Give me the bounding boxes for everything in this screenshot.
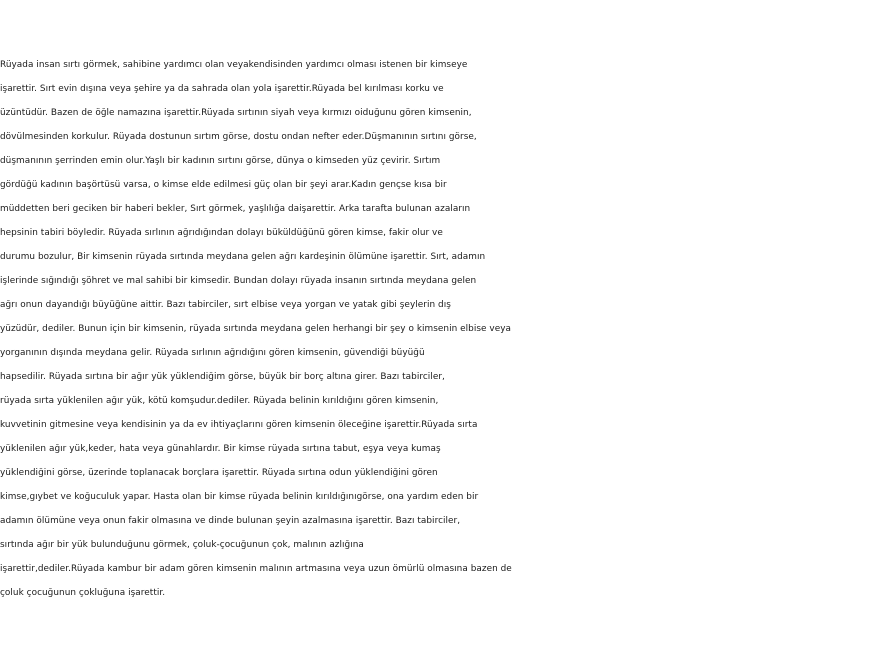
paragraph-line: yorganının dışında meydana gelir. Rüyada sırlının ağrıdığını gören kimsenin, güvendiği büyüğü bbox=[0, 348, 425, 358]
paragraph-line: gördüğü kadının başörtüsü varsa, o kimse elde edilmesi güç olan bir şeyi arar.Kadın gençse kısa bir bbox=[0, 180, 447, 190]
paragraph-line: durumu bozulur, Bir kimsenin rüyada sırtında meydana gelen ağrı kardeşinin ölümüne işarettir. Sırt, adamın bbox=[0, 252, 486, 262]
paragraph-line: hepsinin tabiri böyledir. Rüyada sırlının ağrıdığından dolayı büküldüğünü gören kimse, fakir olur ve bbox=[0, 228, 443, 238]
paragraph-line: yüzüdür, dediler. Bunun için bir kimsenin, rüyada sırtında meydana gelen herhangi bir şey o kimsenin elbise veya bbox=[0, 324, 512, 334]
paragraph-line: işlerinde sığındığı şöhret ve mal sahibi bir kimsedir. Bundan dolayı rüyada insanın sırtında meydana gelen bbox=[0, 276, 477, 286]
paragraph-line: işarettir. Sırt evin dışına veya şehire ya da sahrada olan yola işarettir.Rüyada bel kırılması korku ve bbox=[0, 84, 444, 94]
paragraph-line: rüyada sırta yüklenilen ağır yük, kötü komşudur.dediler. Rüyada belinin kırıldığını gören kimsenin, bbox=[0, 396, 439, 406]
paragraph-line: çoluk çocuğunun çokluğuna işarettir. bbox=[0, 588, 166, 598]
paragraph-line: Rüyada insan sırtı görmek, sahibine yardımcı olan veyakendisinden yardımcı olması istenen bir kimseye bbox=[0, 60, 468, 70]
paragraph-line: işarettir,dediler.Rüyada kambur bir adam gören kimsenin malının artmasına veya uzun ömürlü olmasına bazen de bbox=[0, 564, 512, 574]
paragraph-line: kimse,gıybet ve koğuculuk yapar. Hasta olan bir kimse rüyada belinin kırıldığınıgörse, ona yardım eden bir bbox=[0, 492, 479, 502]
paragraph-line: yüklendiğini görse, üzerinde toplanacak borçlara işarettir. Rüyada sırtına odun yüklendiğini gören bbox=[0, 468, 438, 478]
paragraph-line: üzüntüdür. Bazen de öğle namazına işarettir.Rüyada sırtının siyah veya kırmızı oiduğunu gören kimsenin, bbox=[0, 108, 472, 118]
paragraph-line: dövülmesinden korkulur. Rüyada dostunun sırtım görse, dostu ondan nefter eder.Düşmanının sırtını görse, bbox=[0, 132, 477, 142]
paragraph-line: kuvvetinin gitmesine veya kendisinin ya da ev ihtiyaçlarını gören kimsenin öleceğine işarettir.Rüyada sırta bbox=[0, 420, 478, 430]
paragraph-line: müddetten beri geciken bir haberi bekler, Sırt görmek, yaşlılığa daişarettir. Arka tarafta bulunan azaların bbox=[0, 204, 471, 214]
paragraph-line: sırtında ağır bir yük bulunduğunu görmek, çoluk-çocuğunun çok, malının azlığına bbox=[0, 540, 364, 550]
paragraph-line: düşmanının şerrinden emin olur.Yaşlı bir kadının sırtını görse, dünya o kimseden yüz çevirir. Sırtım bbox=[0, 156, 441, 166]
paragraph-line: yüklenilen ağır yük,keder, hata veya günahlardır. Bir kimse rüyada sırtına tabut, eşya veya kumaş bbox=[0, 444, 441, 454]
article-body bbox=[0, 53, 880, 605]
paragraph-line: adamın ölümüne veya onun fakir olmasına ve dinde bulunan şeyin azalmasına işarettir. Bazı tabirciler, bbox=[0, 516, 461, 526]
paragraph-line: hapsedilir. Rüyada sırtına bir ağır yük yüklendiğim görse, büyük bir borç altına girer. Bazı tabirciler, bbox=[0, 372, 445, 382]
paragraph-line: ağrı onun dayandığı büyüğüne aittir. Bazı tabirciler, sırt elbise veya yorgan ve yatak gibi şeylerin dış bbox=[0, 300, 451, 310]
